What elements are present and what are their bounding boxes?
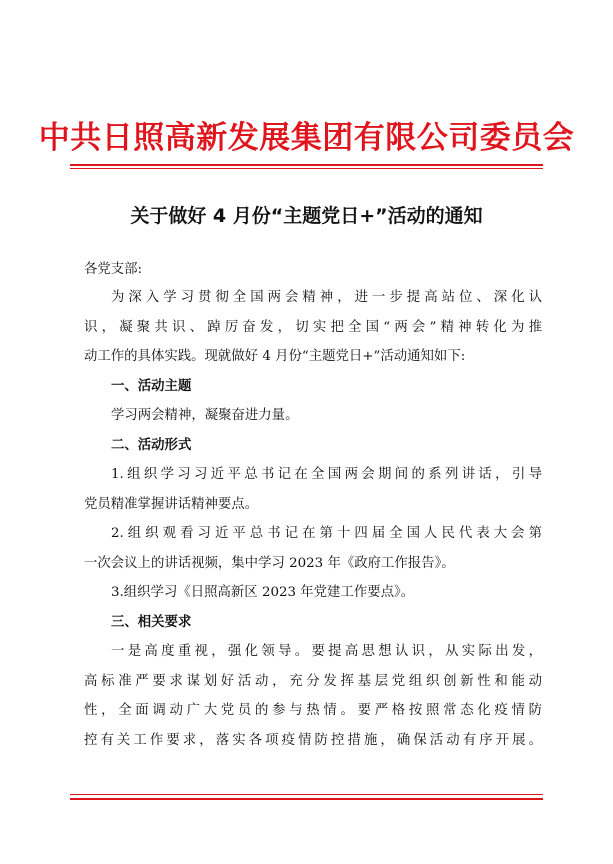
section-text-theme: 学习两会精神，凝聚奋进力量。: [111, 408, 299, 423]
masthead-title: 中共日照高新发展集团有限公司委员会: [38, 120, 575, 156]
format-item-2-line: 2.组织观看习近平总书记在第十四届全国人民代表大会第: [111, 526, 542, 541]
requirements-line: 性，全面调动广大党员的参与热情。要严格按照常态化疫情防: [84, 703, 542, 718]
red-divider-bottom-thin: [70, 794, 543, 795]
intro-line: 动工作的具体实践。现就做好 4 月份“主题党日+”活动通知如下:: [84, 349, 466, 364]
notice-title: 关于做好 4 月份“主题党日+”活动的通知: [130, 205, 483, 227]
red-divider-top-thin: [70, 168, 543, 169]
format-item-2-line: 一次会议上的讲话视频，集中学习 2023 年《政府工作报告》。: [84, 555, 455, 571]
requirements-line: 一是高度重视，强化领导。要提高思想认识，从实际出发，: [111, 644, 542, 659]
format-item-1-line: 1.组织学习习近平总书记在全国两会期间的系列讲话，引导: [111, 467, 542, 482]
salutation: 各党支部:: [84, 262, 143, 277]
intro-line: 识，凝聚共识、踔厉奋发，切实把全国“两会”精神转化为推: [84, 319, 542, 335]
red-divider-top: [70, 164, 543, 166]
notice-body: [84, 256, 542, 755]
format-item-3: 3.组织学习《日照高新区 2023 年党建工作要点》。: [111, 585, 415, 600]
section-heading-format: 二、活动形式: [111, 437, 192, 453]
requirements-line: 控有关工作要求，落实各项疫情防控措施，确保活动有序开展。: [84, 732, 542, 748]
intro-line: 为深入学习贯彻全国两会精神，进一步提高站位、深化认: [111, 290, 542, 305]
format-item-1-line: 党员精准掌握讲话精神要点。: [84, 496, 259, 512]
section-heading-requirements: 三、相关要求: [111, 614, 192, 630]
requirements-line: 高标准严要求谋划好活动，充分发挥基层党组织创新性和能动: [84, 673, 542, 689]
section-heading-theme: 一、活动主题: [111, 378, 192, 394]
red-divider-bottom: [70, 798, 543, 800]
